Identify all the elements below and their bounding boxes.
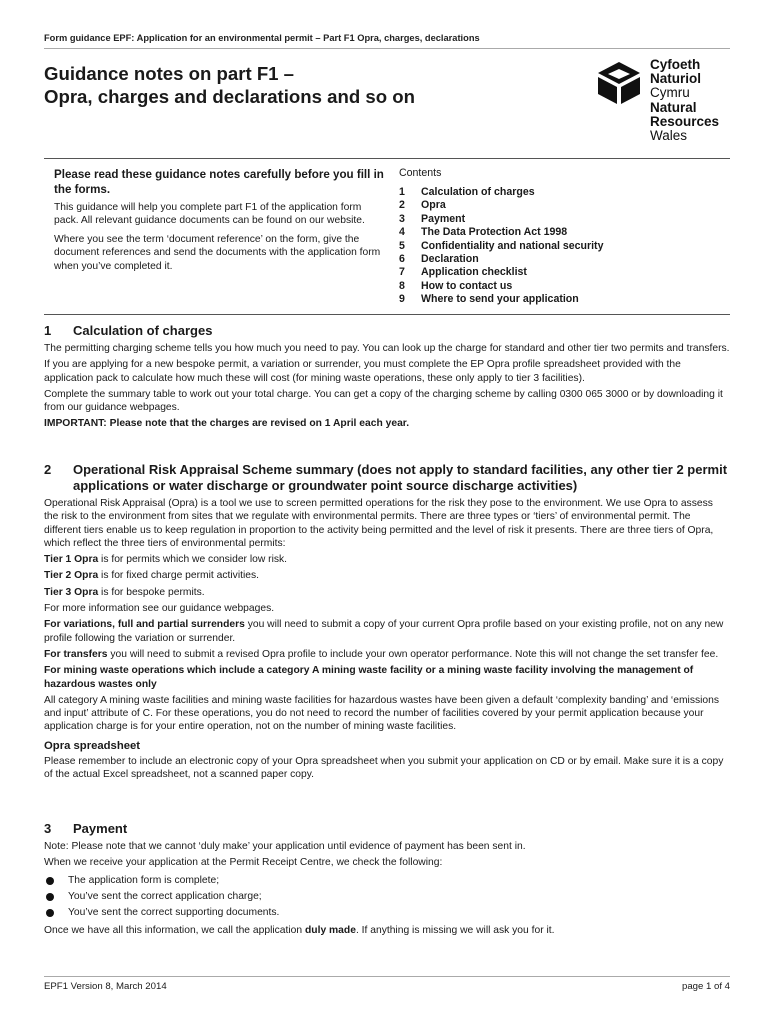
tier-3-line — [44, 586, 730, 599]
contents-item-number: 8 — [399, 279, 405, 292]
section-1-paragraph: The permitting charging scheme tells you how much you need to pay. You can look up the charge for standard and other tier two permits and transfers. — [44, 343, 730, 354]
contents-item-number: 9 — [399, 293, 405, 306]
page-footer — [44, 976, 730, 992]
section-3-payment — [44, 821, 730, 937]
section-2-heading — [44, 462, 730, 494]
opra-spreadsheet-paragraph: Please remember to include an electronic copy of your Opra spreadsheet when you submit your application on CD or by email. Make sure it is a copy of the actual Excel spreadsheet, not a scanned paper copy. — [44, 755, 724, 781]
section-title: Calculation of charges — [73, 323, 213, 338]
contents-title: Contents — [399, 167, 442, 179]
logo-line-wales: Wales — [650, 128, 688, 144]
duly-made-text-before: Once we have all this information, we call the application — [44, 924, 305, 936]
payment-note: Note: Please note that we cannot ‘duly make’ your application until evidence of payment has been sent in. — [44, 841, 526, 852]
contents-item-label: Confidentiality and national security — [421, 239, 604, 252]
nrw-logo — [596, 58, 730, 142]
logo-line-cyfoeth: Cyfoeth — [650, 57, 701, 72]
more-info-line: For more information see our guidance webpages. — [44, 603, 275, 615]
contents-list — [399, 186, 719, 307]
opra-spreadsheet-heading: Opra spreadsheet — [44, 739, 141, 752]
tier-2-label: Tier 2 Opra — [44, 570, 99, 582]
mining-heading: For mining waste operations which include a category A mining waste facility or a mining waste facility involving the management of hazardous wastes only — [44, 665, 694, 690]
bullet-icon — [46, 909, 54, 917]
section-title: Operational Risk Appraisal Scheme summary (does not apply to standard facilities, any other tier 2 permit applications or water discharge or groundwater point source discharge activities) — [73, 462, 728, 493]
variations-label: For variations, full and partial surrenders — [44, 619, 245, 631]
contents-item-label: Payment — [421, 212, 466, 225]
logo-wordmark — [650, 58, 719, 143]
tier-1-text: is for permits which we consider low risk. — [98, 554, 288, 566]
variations-paragraph — [44, 618, 730, 645]
title-line-2: Opra, charges and declarations and so on — [44, 86, 415, 107]
list-item-text: You’ve sent the correct application charge; — [68, 890, 262, 902]
footer-version: EPF1 Version 8, March 2014 — [44, 981, 167, 992]
section-2-paragraph: Operational Risk Appraisal (Opra) is a tool we use to screen permitted operations for the risk they pose to the environment. We use Opra to assess the risk to the environment from sites that we regulate with environmental permits. There are three types or ‘tiers’ of environmental permit. The different tiers enable us to keep regulation in proportion to the activity being permitted and the level of risk it presents. There are three tiers of Opra, which reflect the three tiers of environmental permits: — [44, 498, 714, 549]
list-item — [44, 889, 730, 905]
variations-text: you will need to submit a copy of your current Opra profile based on your existing profile, not on any new profile following the variation or surrender. — [44, 619, 724, 644]
section-1-paragraph: Complete the summary table to work out your total charge. You can get a copy of the charging scheme by calling 0300 065 3000 or by downloading it from our guidance webpages. — [44, 388, 723, 414]
contents-item-label: Opra — [421, 199, 446, 212]
section-1-charges — [44, 323, 730, 431]
logo-line-naturiol: Naturiol — [650, 71, 702, 87]
footer-page-number: page 1 of 4 — [681, 981, 730, 992]
contents-item-label: Where to send your application — [421, 293, 579, 306]
intro-paragraph-1: This guidance will help you complete part F1 of the application form pack. All relevant guidance documents can be found on our website. — [54, 202, 365, 227]
duly-made-term: duly made — [305, 924, 356, 936]
tier-2-line — [44, 569, 730, 582]
contents-item-label: Calculation of charges — [421, 186, 535, 198]
intro-panel — [54, 168, 384, 278]
tier-1-line — [44, 553, 730, 566]
contents-item-number: 3 — [399, 212, 405, 225]
payment-checks-intro: When we receive your application at the Permit Receipt Centre, we check the following: — [44, 857, 443, 869]
list-item — [44, 873, 730, 889]
bullet-icon — [46, 893, 54, 901]
title-line-1: Guidance notes on part F1 – — [44, 63, 295, 84]
intro-heading: Please read these guidance notes carefully before you fill in the forms. — [54, 168, 384, 196]
contents-item[interactable] — [399, 213, 719, 226]
logo-line-cymru: Cymru — [650, 85, 690, 101]
section-1-heading — [44, 323, 730, 339]
contents-item-number: 7 — [399, 266, 405, 279]
contents-item[interactable] — [399, 280, 719, 293]
list-item — [44, 905, 730, 921]
transfers-paragraph — [44, 648, 730, 661]
nrw-logo-mark-icon — [596, 60, 642, 106]
contents-item[interactable] — [399, 226, 719, 239]
contents-item-label: The Data Protection Act 1998 — [421, 226, 568, 239]
intro-paragraph-2: Where you see the term ‘document reference’ on the form, give the document references and send the documents with the application form when you’ve completed it. — [54, 233, 381, 272]
list-item-text: You’ve sent the correct supporting documents. — [68, 906, 280, 918]
tier-3-text: is for bespoke permits. — [98, 586, 205, 598]
section-title: Payment — [73, 821, 128, 836]
contents-panel — [399, 167, 719, 307]
section-number: 3 — [44, 821, 52, 836]
bullet-icon — [46, 877, 54, 885]
contents-item[interactable] — [399, 240, 719, 253]
contents-item-label: Application checklist — [421, 266, 527, 279]
tier-3-label: Tier 3 Opra — [44, 586, 99, 598]
list-item-text: The application form is complete; — [68, 874, 220, 886]
contents-item[interactable] — [399, 266, 719, 279]
contents-item-number: 5 — [399, 239, 405, 252]
contents-item-label: How to contact us — [421, 279, 513, 292]
contents-item-label: Declaration — [421, 253, 479, 266]
tier-1-label: Tier 1 Opra — [44, 554, 99, 566]
contents-item[interactable] — [399, 186, 719, 199]
transfers-label: For transfers — [44, 648, 108, 660]
section-number: 1 — [44, 323, 52, 338]
section-number: 2 — [44, 462, 52, 477]
contents-item[interactable] — [399, 253, 719, 266]
page-title — [44, 62, 415, 108]
logo-line-resources: Resources — [650, 113, 720, 129]
mining-paragraph: All category A mining waste facilities and mining waste facilities for hazardous wastes have been given a default ‘complexity banding’ and ‘emissions and input’ attribute of C. For these operations, you do not need to record the number of facilities covered by your permit application because your application charge is for your entire operation, not on the number of mining waste facilities. — [44, 694, 719, 733]
contents-item[interactable] — [399, 293, 719, 306]
tier-2-text: is for fixed charge permit activities. — [98, 570, 259, 582]
section-3-heading — [44, 821, 730, 837]
contents-item[interactable] — [399, 199, 719, 212]
contents-item-number: 1 — [399, 186, 405, 198]
intro-box — [44, 158, 730, 315]
duly-made-paragraph — [44, 924, 730, 937]
duly-made-text-after: . If anything is missing we will ask you for it. — [355, 924, 555, 936]
contents-item-number: 6 — [399, 253, 405, 266]
transfers-text: you will need to submit a revised Opra profile to include your own operator performance. Note this will not change the set transfer fee. — [107, 648, 719, 660]
section-2-opra — [44, 462, 730, 781]
payment-checklist — [44, 873, 730, 921]
running-header: Form guidance EPF: Application for an environmental permit – Part F1 Opra, charges, declarations — [44, 33, 730, 49]
section-1-important-note: IMPORTANT: Please note that the charges are revised on 1 April each year. — [44, 418, 410, 430]
logo-line-natural: Natural — [650, 99, 697, 115]
contents-item-number: 2 — [399, 199, 405, 212]
section-1-paragraph: If you are applying for a new bespoke permit, a variation or surrender, you must complete the EP Opra profile spreadsheet provided with the application pack to calculate how much these will cost (for mining waste operations, these only apply to tier 3 facilities). — [44, 359, 681, 384]
contents-item-number: 4 — [399, 226, 405, 239]
